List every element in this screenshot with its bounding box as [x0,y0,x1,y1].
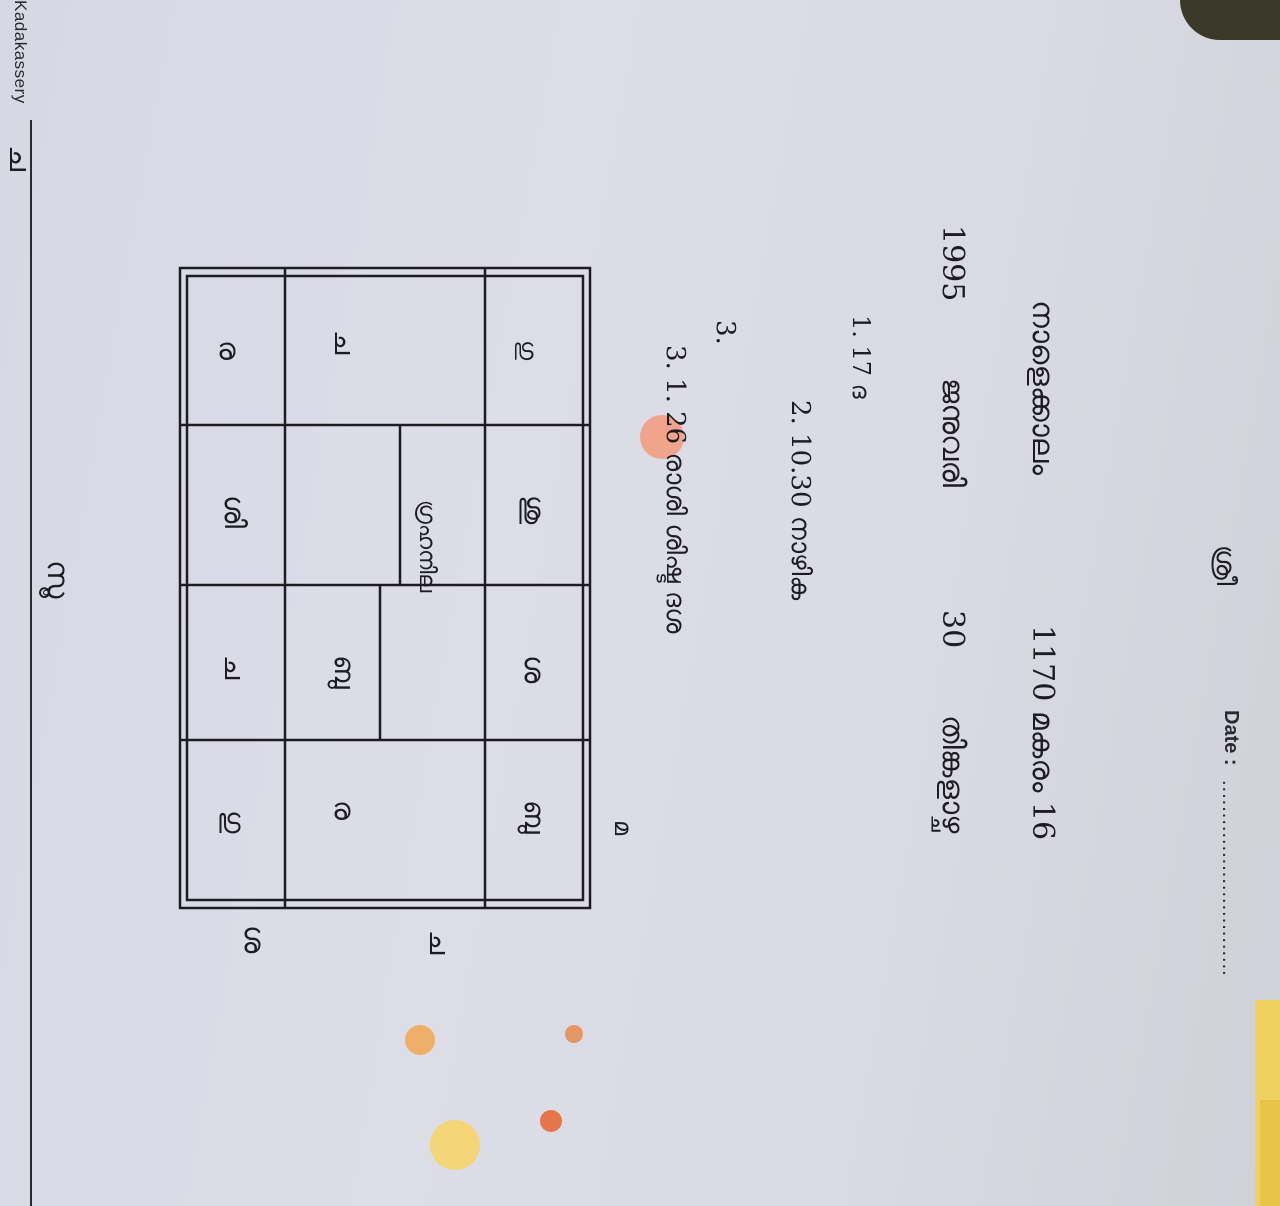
cell-7: ര [213,340,246,361]
cell-4: ബു [328,655,361,689]
cell-10: ശ [518,655,551,684]
date-dots: .............................. [1218,780,1240,977]
cell-2: ഗു [514,340,542,361]
note-line2-d: തിങ്കളാഴ്ച [935,715,970,834]
chart-top-label: മ [609,820,637,836]
note-item3: 3. 1. 26 രാശി ശിഷ്ട ദശ [660,345,690,634]
note-item2b: 3. [710,320,740,345]
chart-corner-label-2: ശ [238,925,271,954]
note-item2: 2. 10.30 നാഴിക [785,400,815,601]
cell-5: ച [328,330,361,355]
cell-3: ര [328,800,361,821]
chart-bottom-label: സൂ [40,560,75,599]
note-line1-b: 1170 മകരം 16 [1025,625,1060,841]
chart-corner-label-1: ച [423,930,456,955]
heading-mark: ശ്രീ [1210,545,1240,586]
cell-8: ശി [218,495,251,529]
chart-title: ഗ്രഹനില [414,500,439,593]
note-line2-a: 1995 [935,225,970,302]
cell-1: ശു [518,495,551,525]
chart-left-label: ച [2,145,37,171]
date-label: Date : [1220,710,1242,766]
cell-6: ച [218,655,251,680]
cell-9: ഗു [218,810,251,834]
note-item1: 1. 17 ദ [847,315,875,399]
note-line2-c: 30 [935,610,970,649]
note-line1-a: നാളെക്കാലം [1025,300,1060,476]
note-line2-b: ജനുവരി [935,378,970,488]
printed-name: Kadakassery [11,0,30,104]
cell-11: ബു [518,800,551,834]
